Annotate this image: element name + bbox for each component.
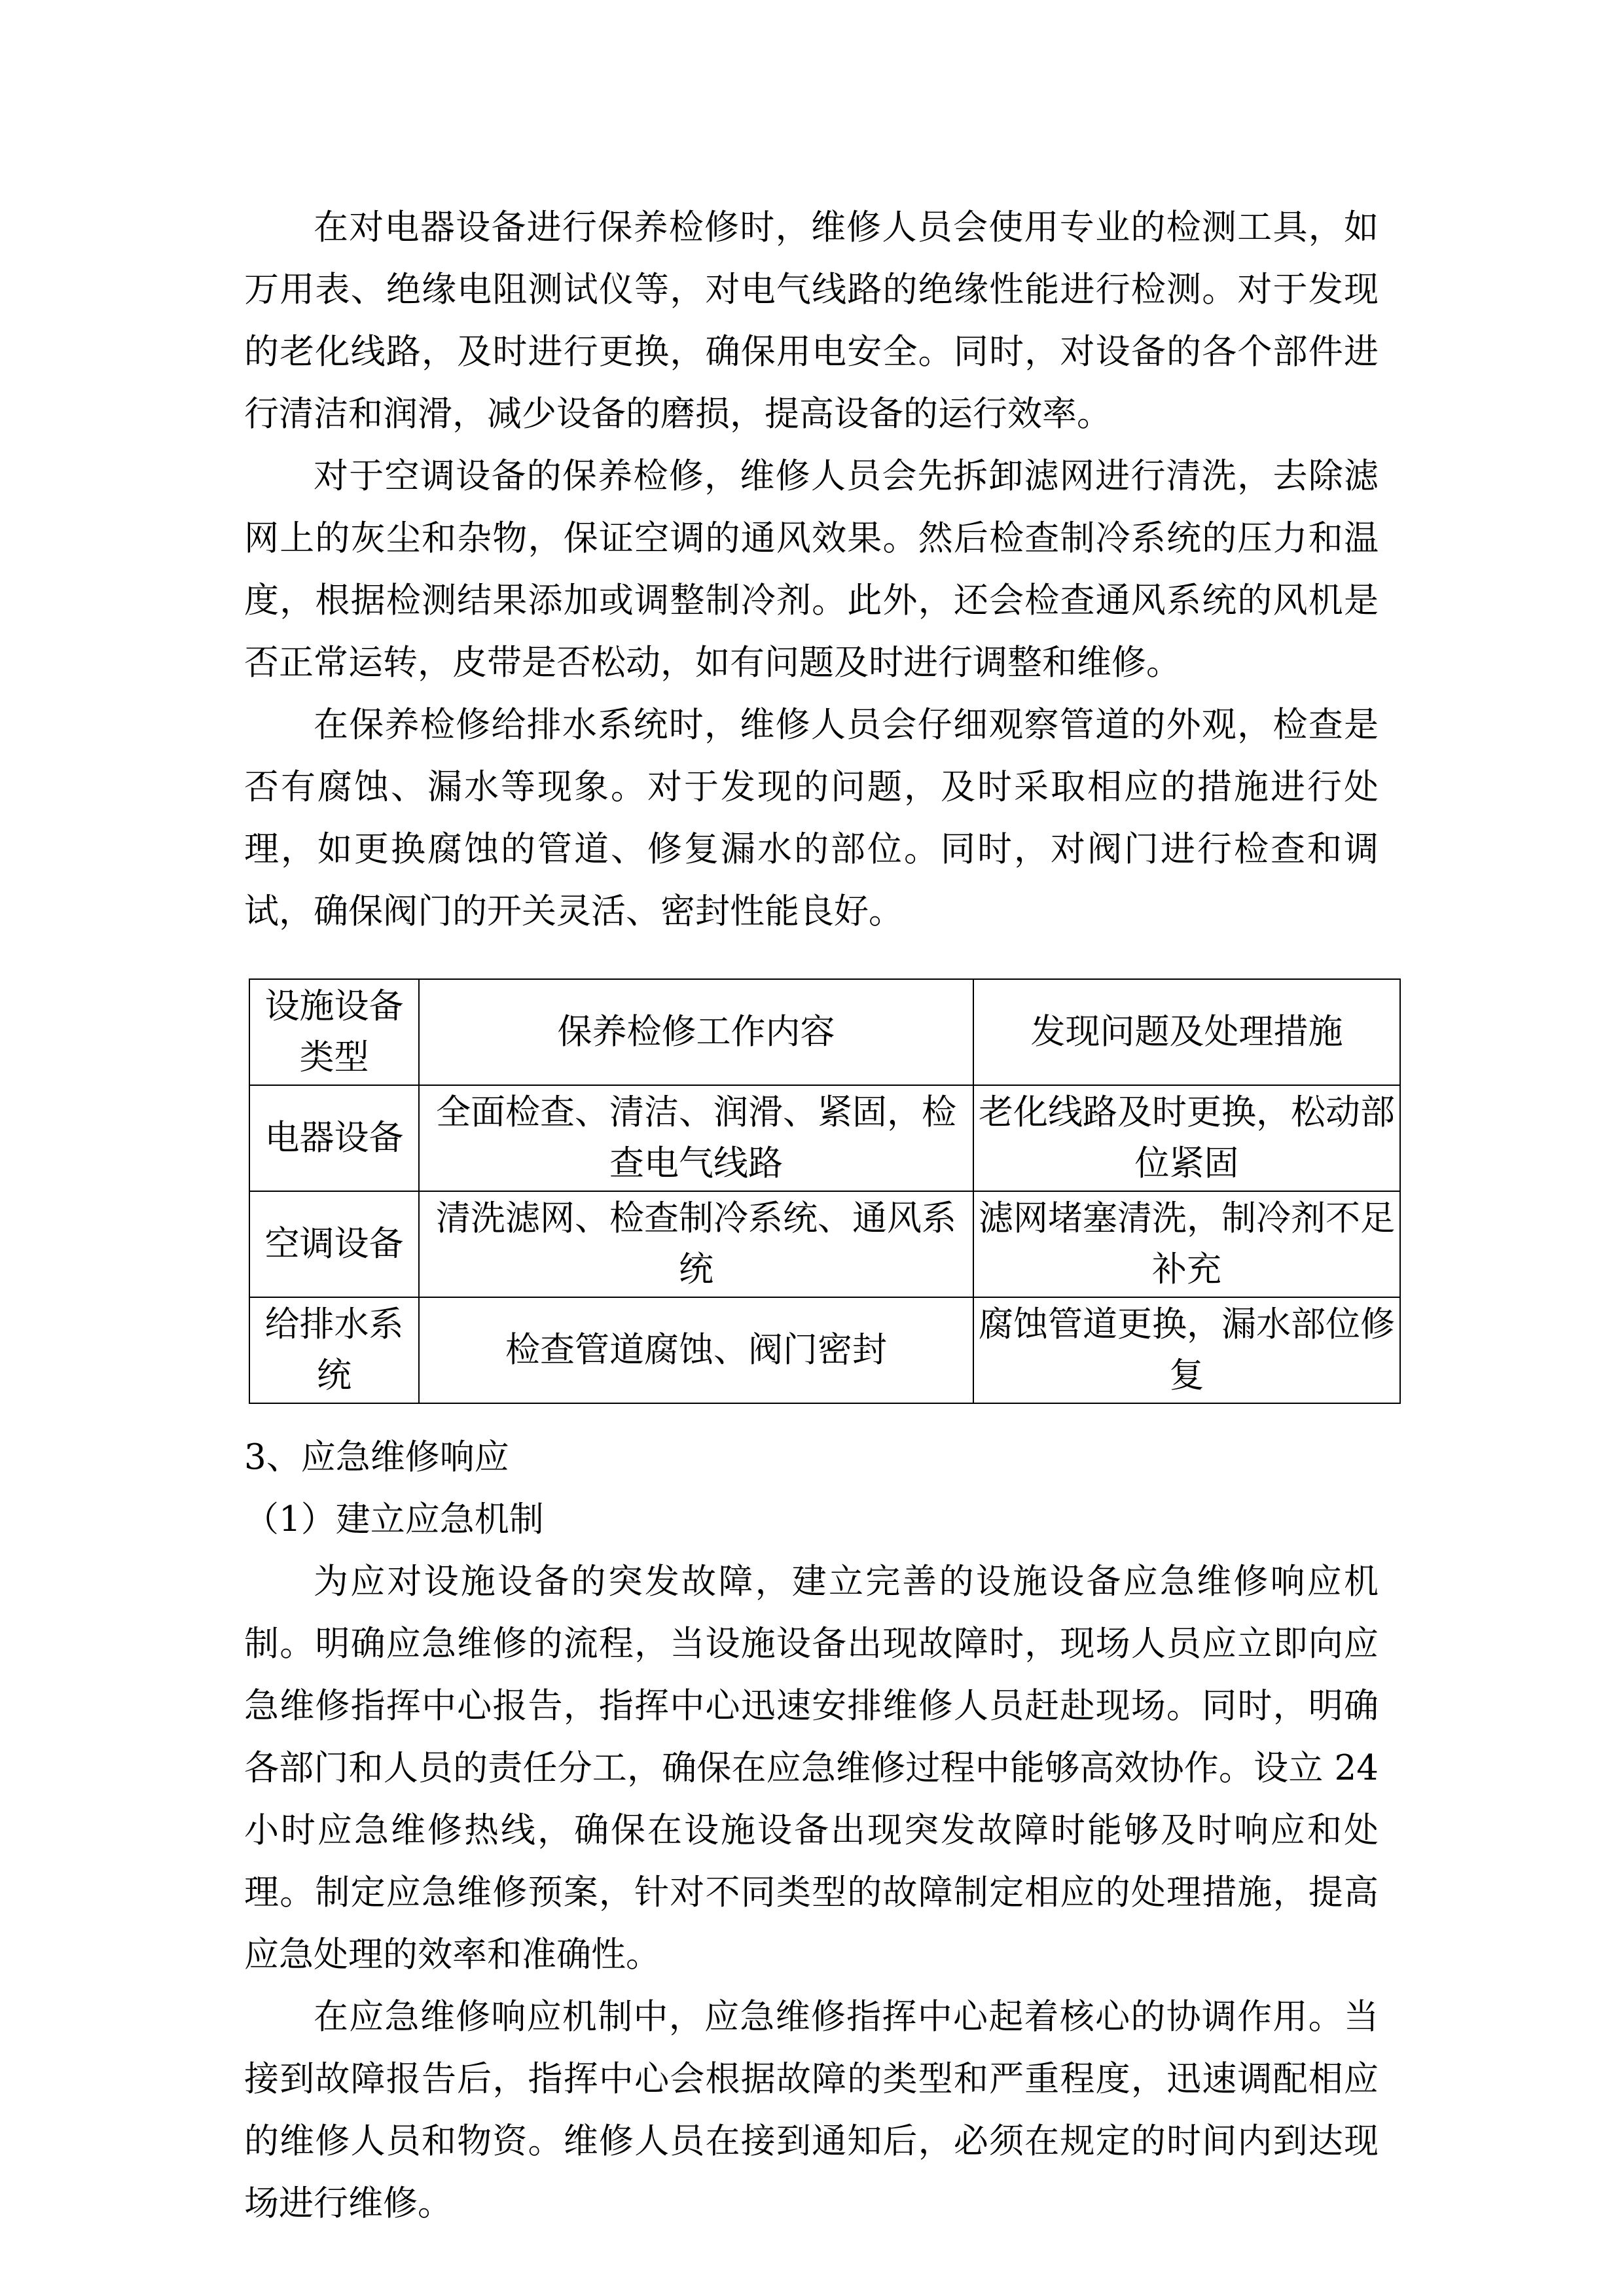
table-cell: 腐蚀管道更换，漏水部位修复 — [973, 1297, 1400, 1403]
table-cell: 全面检查、清洁、润滑、紧固，检查电气线路 — [419, 1085, 973, 1191]
maintenance-table — [249, 978, 1401, 1404]
table-cell: 空调设备 — [249, 1191, 419, 1297]
table-header-row — [249, 979, 1400, 1085]
table-cell: 电器设备 — [249, 1085, 419, 1191]
table-cell: 检查管道腐蚀、阀门密封 — [419, 1297, 973, 1403]
table-cell: 清洗滤网、检查制冷系统、通风系统 — [419, 1191, 973, 1297]
header-cell-maintenance-content: 保养检修工作内容 — [419, 979, 973, 1085]
paragraph-electrical-maintenance: 在对电器设备进行保养检修时，维修人员会使用专业的检测工具，如万用表、绝缘电阻测试仪等，对电气线路的绝缘性能进行检测。对于发现的老化线路，及时进行更换，确保用电安全。同时，对设备的各个部件进行清洁和润滑，减少设备的磨损，提高设备的运行效率。 — [244, 207, 1379, 434]
paragraph-plumbing-maintenance: 在保养检修给排水系统时，维修人员会仔细观察管道的外观，检查是否有腐蚀、漏水等现象。对于发现的问题，及时采取相应的措施进行处理，如更换腐蚀的管道、修复漏水的部位。同时，对阀门进行检查和调试，确保阀门的开关灵活、密封性能良好。 — [244, 705, 1379, 931]
table-row-hvac — [249, 1191, 1400, 1297]
table-cell: 老化线路及时更换，松动部位紧固 — [973, 1085, 1400, 1191]
header-cell-equipment-type: 设施设备类型 — [249, 979, 419, 1085]
paragraph-command-center: 在应急维修响应机制中，应急维修指挥中心起着核心的协调作用。当接到故障报告后，指挥中心会根据故障的类型和严重程度，迅速调配相应的维修人员和物资。维修人员在接到通知后，必须在规定的时间内到达现场进行维修。 — [244, 1997, 1379, 2223]
paragraph-hvac-maintenance: 对于空调设备的保养检修，维修人员会先拆卸滤网进行清洗，去除滤网上的灰尘和杂物，保证空调的通风效果。然后检查制冷系统的压力和温度，根据检测结果添加或调整制冷剂。此外，还会检查通风系统的风机是否正常运转，皮带是否松动，如有问题及时进行调整和维修。 — [244, 456, 1379, 683]
table-row-plumbing — [249, 1297, 1400, 1403]
table-cell: 给排水系统 — [249, 1297, 419, 1403]
paragraph-emergency-mechanism: 为应对设施设备的突发故障，建立完善的设施设备应急维修响应机制。明确应急维修的流程，当设施设备出现故障时，现场人员应立即向应急维修指挥中心报告，指挥中心迅速安排维修人员赶赴现场。同时，明确各部门和人员的责任分工，确保在应急维修过程中能够高效协作。设立 24 小时应急维修热线，确保在设施设备出现突发故障时能够及时响应和处理。制定应急维修预案，针对不同类型的故障制定相应的处理措施，提高应急处理的效率和准确性。 — [244, 1562, 1379, 1975]
section-heading-emergency-response: 3、应急维修响应 — [244, 1437, 509, 1477]
sub-heading-establish-mechanism: （1）建立应急机制 — [244, 1499, 544, 1539]
header-cell-issues-measures: 发现问题及处理措施 — [973, 979, 1400, 1085]
table-row-electrical — [249, 1085, 1400, 1191]
table-cell: 滤网堵塞清洗，制冷剂不足补充 — [973, 1191, 1400, 1297]
